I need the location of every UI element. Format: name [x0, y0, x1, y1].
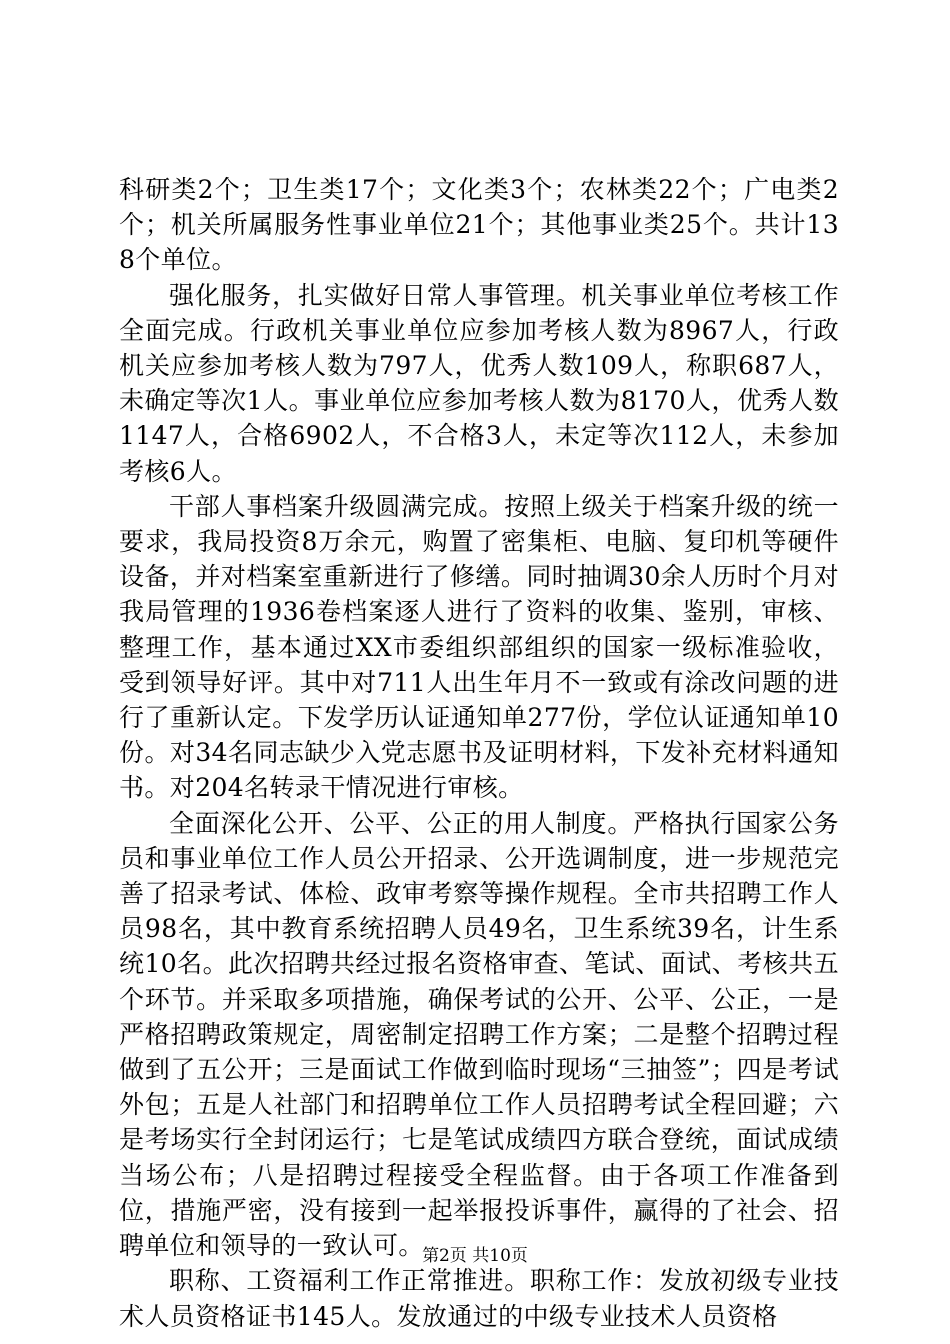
page-footer: 第2页 共10页	[422, 1246, 528, 1266]
document-body	[119, 172, 839, 1334]
paragraph-continuation: 科研类2个；卫生类17个；文化类3个；农林类22个；广电类2个；机关所属服务性事业单位21个；其他事业类25个。共计138个单位。	[119, 175, 839, 275]
paragraph-recruitment: 全面深化公开、公平、公正的用人制度。严格执行国家公务员和事业单位工作人员公开招录、公开选调制度，进一步规范完善了招录考试、体检、政审考察等操作规程。全市共招聘工作人员98名，其中教育系统招聘人员49名，卫生系统39名，计生系统10名。此次招聘共经过报名资格审查、笔试、面试、考核共五个环节。并采取多项措施，确保考试的公开、公平、公正，一是严格招聘政策规定，周密制定招聘工作方案；二是整个招聘过程做到了五公开；三是面试工作做到临时现场“三抽签”；四是考试外包；五是人社部门和招聘单位工作人员招聘考试全程回避；六是考场实行全封闭运行；七是笔试成绩四方联合登统，面试成绩当场公布；八是招聘过程接受全程监督。由于各项工作准备到位，措施严密，没有接到一起举报投诉事件，赢得的了社会、招聘单位和领导的一致认可。	[119, 808, 839, 1261]
paragraph-assessment: 强化服务，扎实做好日常人事管理。机关事业单位考核工作全面完成。行政机关事业单位应参加考核人数为8967人，行政机关应参加考核人数为797人，优秀人数109人，称职687人，未确定等次1人。事业单位应参加考核人数为8170人，优秀人数1147人，合格6902人，不合格3人，未定等次112人，未参加考核6人。	[119, 280, 839, 486]
paragraph-titles-salary: 职称、工资福利工作正常推进。职称工作：发放初级专业技术人员资格证书145人。发放通过的中级专业技术人员资格	[119, 1266, 839, 1331]
paragraph-archives: 干部人事档案升级圆满完成。按照上级关于档案升级的统一要求，我局投资8万余元，购置了密集柜、电脑、复印机等硬件设备，并对档案室重新进行了修缮。同时抽调30余人历时个月对我局管理的1936卷档案逐人进行了资料的收集、鉴别，审核、整理工作，基本通过XX市委组织部组织的国家一级标准验收，受到领导好评。其中对711人出生年月不一致或有涂改问题的进行了重新认定。下发学历认证通知单277份，学位认证通知单10份。对34名同志缺少入党志愿书及证明材料，下发补充材料通知书。对204名转录干情况进行审核。	[119, 491, 839, 803]
